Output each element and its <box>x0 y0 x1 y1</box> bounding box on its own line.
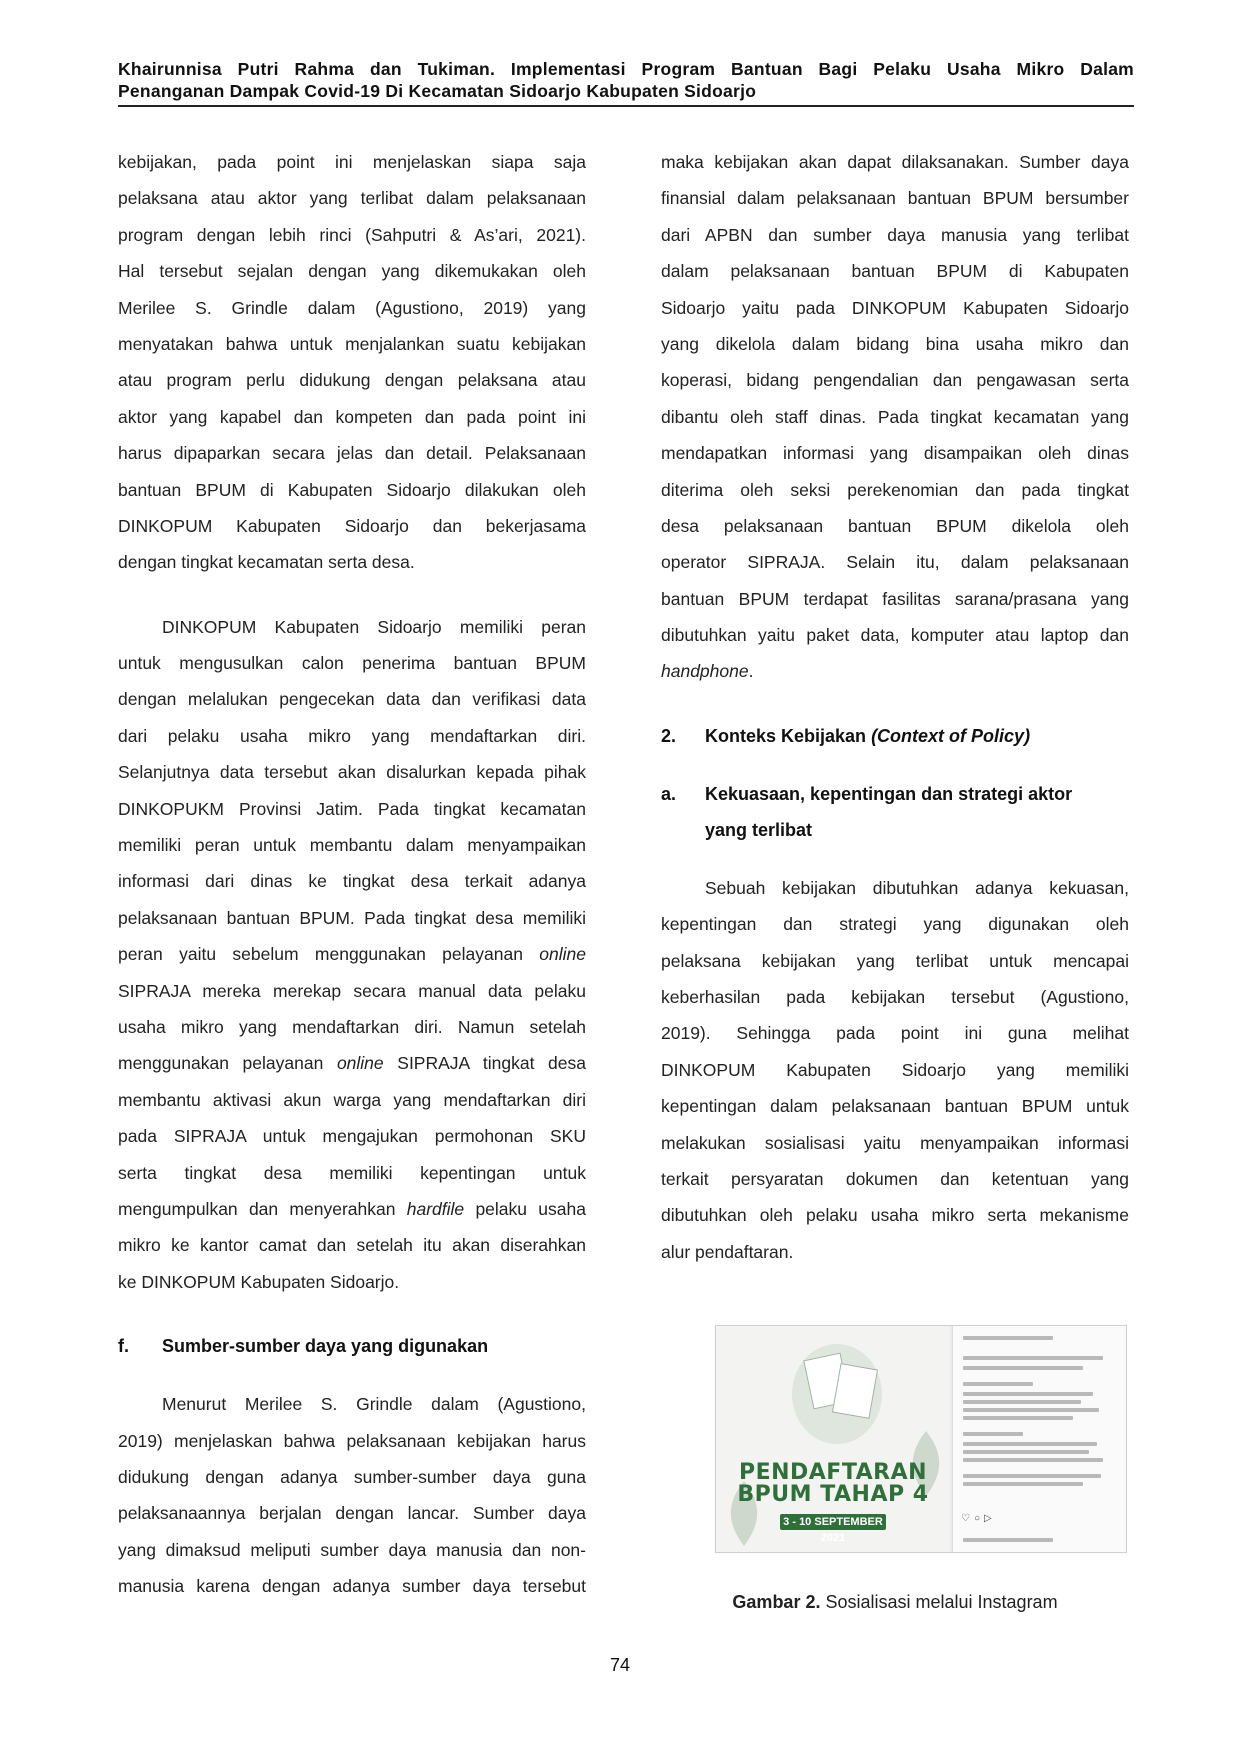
placeholder-line <box>963 1482 1083 1486</box>
text-line: dibantu oleh staff dinas. Pada tingkat kecamatan yang <box>661 406 1129 427</box>
poster-title-line: PENDAFTARAN <box>738 1460 928 1485</box>
header-line-2: Penanganan Dampak Covid-19 Di Kecamatan Sidoarjo Kabupaten Sidoarjo <box>118 81 757 101</box>
text-line: menyatakan bahwa untuk menjalankan suatu kebijakan <box>118 333 586 354</box>
text-line: operator SIPRAJA. Selain itu, dalam pelaksanaan <box>661 552 1129 573</box>
instagram-post-figure <box>715 1325 1127 1553</box>
text-line: informasi dari dinas ke tingkat desa terkait adanya <box>118 871 586 892</box>
figure-caption <box>661 1590 1129 1614</box>
text-line: Sebuah kebijakan dibutuhkan adanya kekuasan, <box>705 877 1129 898</box>
left-column <box>118 144 586 1604</box>
text-line: koperasi, bidang pengendalian dan pengawasan serta <box>661 370 1129 391</box>
heading-number: a. <box>661 783 677 804</box>
text-line: SIPRAJA mereka merekap secara manual data pelaku <box>118 980 586 1001</box>
heading-text: Sumber-sumber daya yang digunakan <box>162 1336 489 1357</box>
header-line-1: Khairunnisa Putri Rahma dan Tukiman. Implementasi Program Bantuan Bagi Pelaku Usaha Mikro Dalam <box>118 59 1134 79</box>
heading-text <box>705 718 1129 754</box>
heading-number: 2. <box>661 725 677 746</box>
text-line: kepentingan dan strategi yang digunakan oleh <box>661 914 1129 935</box>
text-run: pelaku usaha <box>464 1198 586 1219</box>
text-line <box>118 936 586 972</box>
paragraph-power-interest <box>661 870 1129 1270</box>
text-line: dengan melalukan pengecekan data dan verifikasi data <box>118 689 586 710</box>
text-line: DINKOPUM Kabupaten Sidoarjo dan bekerjasama <box>118 515 586 536</box>
paragraph-gap <box>661 848 1129 870</box>
text-line: program dengan lebih rinci (Sahputri & As’ari, 2021). <box>118 224 586 245</box>
text-line: dari APBN dan sumber daya manusia yang terlibat <box>661 224 1129 245</box>
text-line: bantuan BPUM di Kabupaten Sidoarjo dilakukan oleh <box>118 479 586 500</box>
poster-title <box>716 1462 950 1506</box>
text-line: kebijakan, pada point ini menjelaskan siapa saja <box>118 152 586 172</box>
text-line: DINKOPUKM Provinsi Jatim. Pada tingkat kecamatan <box>118 798 586 819</box>
post-actions-icons: ♡○▷ <box>961 1513 996 1524</box>
text-line: yang dimaksud meliputi sumber daya manusia dan non- <box>118 1539 586 1560</box>
placeholder-line <box>963 1538 1053 1542</box>
heading-run: Konteks Kebijakan <box>705 725 872 746</box>
text-line: ke DINKOPUM Kabupaten Sidoarjo. <box>118 1271 400 1292</box>
text-line: DINKOPUM Kabupaten Sidoarjo memiliki peran <box>162 616 586 637</box>
text-line: mikro ke kantor camat dan setelah itu akan diserahkan <box>118 1235 586 1256</box>
text-line: pelaksana atau aktor yang terlibat dalam pelaksanaan <box>118 188 586 209</box>
text-line: yang dikelola dalam bidang bina usaha mikro dan <box>661 333 1129 354</box>
heading-line: yang terlibat <box>705 819 813 840</box>
heading-text <box>705 776 1129 848</box>
right-column <box>661 144 1129 1270</box>
text-line: terkait persyaratan dokumen dan ketentuan yang <box>661 1168 1129 1189</box>
paragraph-resources-cont <box>661 144 1129 690</box>
text-line: serta tingkat desa memiliki kepentingan untuk <box>118 1162 586 1183</box>
italic-term: hardfile <box>406 1198 465 1219</box>
italic-term: online <box>336 1053 384 1074</box>
heading-italic: (Context of Policy) <box>871 725 1031 746</box>
placeholder-line <box>963 1400 1081 1404</box>
paragraph-gap <box>118 1300 586 1328</box>
text-line: Hal tersebut sejalan dengan yang dikemukakan oleh <box>118 261 586 282</box>
paragraph-gap <box>118 1364 586 1386</box>
text-line: pelaksanaannya berjalan dengan lancar. Sumber daya <box>118 1503 586 1524</box>
text-line: Merilee S. Grindle dalam (Agustiono, 2019) yang <box>118 297 586 318</box>
placeholder-line <box>963 1356 1103 1360</box>
section-heading-2 <box>661 718 1129 754</box>
paragraph-gap <box>118 581 586 609</box>
text-line: desa pelaksanaan bantuan BPUM dikelola oleh <box>661 515 1129 536</box>
placeholder-line <box>963 1392 1093 1396</box>
text-line: dari pelaku usaha mikro yang mendaftarkan diri. <box>118 725 586 746</box>
text-line: didukung dengan adanya sumber-sumber daya guna <box>118 1466 586 1487</box>
text-line: maka kebijakan akan dapat dilaksanakan. Sumber daya <box>661 152 1129 172</box>
italic-term: online <box>539 944 586 965</box>
placeholder-line <box>963 1450 1089 1454</box>
text-run: mengumpulkan dan menyerahkan <box>118 1198 407 1219</box>
paragraph-actors <box>118 144 586 581</box>
text-line: kepentingan dalam pelaksanaan bantuan BPUM untuk <box>661 1096 1129 1117</box>
instagram-caption-panel <box>952 1326 1127 1553</box>
text-line: mendapatkan informasi yang disampaikan oleh dinas <box>661 443 1129 464</box>
text-line: Menurut Merilee S. Grindle dalam (Agustiono, <box>162 1394 586 1415</box>
text-line: untuk mengusulkan calon penerima bantuan BPUM <box>118 653 586 674</box>
text-line: pelaksanaan bantuan BPUM. Pada tingkat desa memiliki <box>118 907 586 928</box>
placeholder-line <box>963 1458 1103 1462</box>
text-line: Sidoarjo yaitu pada DINKOPUM Kabupaten Sidoarjo <box>661 297 1129 318</box>
text-line: dengan tingkat kecamatan serta desa. <box>118 552 415 573</box>
text-line <box>661 653 1129 689</box>
text-line: dibutuhkan oleh pelaku usaha mikro serta mekanisme <box>661 1205 1129 1226</box>
text-line: DINKOPUM Kabupaten Sidoarjo yang memiliki <box>661 1059 1129 1080</box>
caption-label: Gambar 2. <box>732 1592 821 1612</box>
text-line: 2019) menjelaskan bahwa pelaksanaan kebijakan harus <box>118 1430 586 1451</box>
paragraph-gap <box>661 754 1129 776</box>
heading-line: Kekuasaan, kepentingan dan strategi aktor <box>705 783 1073 804</box>
text-line: usaha mikro yang mendaftarkan diri. Namun setelah <box>118 1016 586 1037</box>
paragraph-dinkopum-role <box>118 609 586 1300</box>
placeholder-line <box>963 1408 1099 1412</box>
text-line: aktor yang kapabel dan kompeten dan pada point ini <box>118 406 586 427</box>
paragraph-resources <box>118 1386 586 1604</box>
placeholder-line <box>963 1336 1053 1340</box>
text-line: alur pendaftaran. <box>661 1241 794 1262</box>
text-line: memiliki peran untuk membantu dalam menyampaikan <box>118 835 586 856</box>
placeholder-line <box>963 1366 1083 1370</box>
text-line: membantu aktivasi akun warga yang mendaftarkan diri <box>118 1089 586 1110</box>
page-number: 74 <box>609 1655 631 1675</box>
poster-image <box>716 1326 950 1553</box>
text-line: pelaksana kebijakan yang terlibat untuk mencapai <box>661 950 1129 971</box>
text-run: menggunakan pelayanan <box>118 1053 337 1074</box>
text-line: dalam pelaksanaan bantuan BPUM di Kabupaten <box>661 261 1129 282</box>
poster-date-badge: 3 - 10 SEPTEMBER 2021 <box>780 1514 886 1530</box>
text-line: atau program perlu didukung dengan pelaksana atau <box>118 370 586 391</box>
text-line: dibutuhkan yaitu paket data, komputer atau laptop dan <box>661 625 1129 646</box>
text-run: peran yaitu sebelum menggunakan pelayanan <box>118 944 540 965</box>
running-header <box>118 58 1134 107</box>
placeholder-line <box>963 1474 1101 1478</box>
text-line: diterima oleh seksi perekenomian dan pada tingkat <box>661 479 1129 500</box>
text-line: keberhasilan pada kebijakan tersebut (Agustiono, <box>661 987 1129 1008</box>
text-line <box>118 1191 586 1227</box>
text-line: harus dipaparkan secara jelas dan detail. Pelaksanaan <box>118 443 586 464</box>
text-run: . <box>748 661 754 682</box>
section-heading-a <box>661 776 1129 848</box>
caption-text: Sosialisasi melalui Instagram <box>820 1592 1058 1612</box>
placeholder-line <box>963 1442 1097 1446</box>
placeholder-line <box>963 1416 1073 1420</box>
text-line <box>118 1045 586 1081</box>
italic-term: handphone <box>661 661 749 682</box>
heading-number: f. <box>118 1336 129 1357</box>
text-run: SIPRAJA tingkat desa <box>383 1053 586 1074</box>
text-line: 2019). Sehingga pada point ini guna melihat <box>661 1023 1129 1044</box>
poster-title-line: BPUM TAHAP 4 <box>737 1482 929 1507</box>
text-line: finansial dalam pelaksanaan bantuan BPUM bersumber <box>661 188 1129 209</box>
placeholder-line <box>963 1382 1033 1386</box>
text-line: Selanjutnya data tersebut akan disalurkan kepada pihak <box>118 762 586 783</box>
text-line: bantuan BPUM terdapat fasilitas sarana/prasana yang <box>661 588 1129 609</box>
text-line: melakukan sosialisasi yaitu menyampaikan informasi <box>661 1132 1129 1153</box>
section-heading-f <box>118 1328 586 1364</box>
paragraph-gap <box>661 690 1129 718</box>
text-line: manusia karena dengan adanya sumber daya tersebut <box>118 1576 586 1597</box>
placeholder-line <box>963 1432 1023 1436</box>
text-line: pada SIPRAJA untuk mengajukan permohonan SKU <box>118 1126 586 1147</box>
